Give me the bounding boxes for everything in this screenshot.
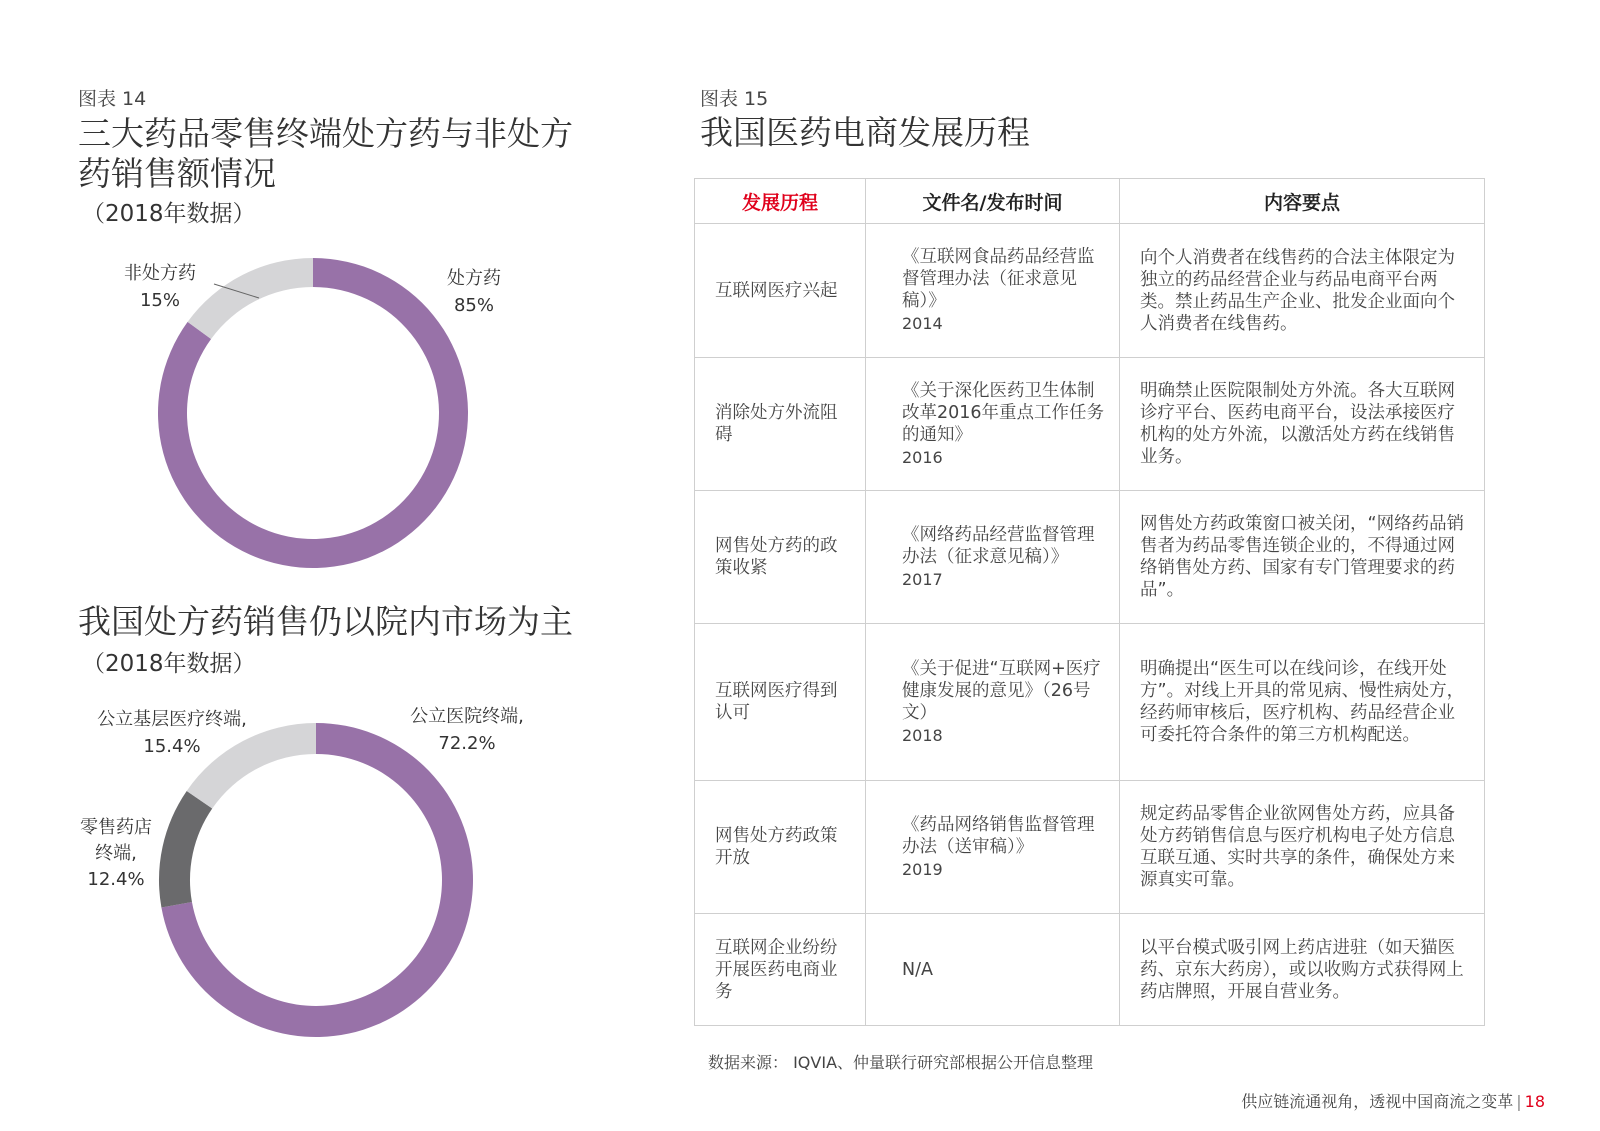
table-row	[695, 624, 1485, 781]
donut-charts	[0, 0, 640, 1131]
doc-name: 《关于深化医药卫生体制改革2016年重点工作任务的通知》	[902, 380, 1105, 445]
slice-value-rx: 85%	[453, 295, 494, 316]
cell-content: 明确提出“医生可以在线问诊，在线开处方”。对线上开具的常见病、慢性病处方，经药师审核后，医疗机构、药品经营企业可委托符合条件的第三方机构配送。	[1120, 624, 1485, 781]
slice-label-otc	[108, 260, 212, 314]
doc-name: 《关于促进“互联网+医疗健康发展的意见》（26号文）	[902, 658, 1101, 723]
slice-name-retail-pharmacy	[73, 815, 159, 867]
slice-name-rx: 处方药	[447, 268, 501, 289]
doc-name: 《药品网络销售监督管理办法（送审稿）》	[902, 814, 1095, 857]
timeline-table	[694, 178, 1484, 1026]
cell-content: 以平台模式吸引网上药店进驻（如天猫医药、京东大药房），或以收购方式获得网上药店牌照，开展自营业务。	[1120, 914, 1485, 1026]
header-stage: 发展历程	[695, 179, 866, 224]
table-row	[695, 224, 1485, 358]
cell-document	[866, 224, 1120, 358]
cell-stage: 互联网医疗得到认可	[695, 624, 866, 781]
cell-stage: 互联网医疗兴起	[695, 224, 866, 358]
cell-stage: 网售处方药政策开放	[695, 781, 866, 914]
doc-name: 《互联网食品药品经营监督管理办法（征求意见稿）》	[902, 247, 1095, 311]
doc-year: 2018	[902, 725, 943, 745]
table-row	[695, 358, 1485, 491]
figure-14b-title: 我国处方药销售仍以院内市场为主	[78, 602, 573, 641]
table-row	[695, 781, 1485, 914]
slice-name-primary-care: 公立基层医疗终端,	[97, 709, 247, 730]
figure-14-subtitle: （2018年数据）	[82, 201, 256, 227]
cell-document	[866, 781, 1120, 914]
timeline-table-grid	[694, 178, 1485, 1026]
cell-stage: 网售处方药的政策收紧	[695, 491, 866, 624]
slice-value-retail-pharmacy: 12.4%	[87, 869, 145, 890]
figure-14-title-line2: 药销售额情况	[78, 154, 276, 193]
cell-stage: 消除处方外流阻碍	[695, 358, 866, 491]
cell-content: 规定药品零售企业欲网售处方药，应具备处方药销售信息与医疗机构电子处方信息互联互通、实时共享的条件，确保处方来源真实可靠。	[1120, 781, 1485, 914]
cell-document	[866, 624, 1120, 781]
data-source-note: 数据来源： IQVIA、仲量联行研究部根据公开信息整理	[708, 1053, 1094, 1072]
doc-name: N/A	[902, 959, 933, 980]
footer-separator: |	[1516, 1092, 1522, 1111]
slice-label-primary-care	[82, 706, 262, 760]
doc-name: 《网络药品经营监督管理办法（征求意见稿）》	[902, 524, 1095, 567]
table-header-row	[695, 179, 1485, 224]
doc-year: 2016	[902, 447, 943, 467]
doc-year: 2019	[902, 859, 943, 879]
page-footer	[1241, 1089, 1545, 1112]
figure-14-label: 图表 14	[78, 88, 147, 110]
slice-label-retail-pharmacy	[66, 815, 166, 893]
cell-document	[866, 491, 1120, 624]
table-row	[695, 491, 1485, 624]
donut-chart-rx-terminals	[159, 723, 473, 1037]
table-row	[695, 914, 1485, 1026]
figure-14-title-line1: 三大药品零售终端处方药与非处方	[78, 114, 573, 153]
footer-text: 供应链流通视角，透视中国商流之变革	[1241, 1092, 1514, 1111]
slice-label-public-hospital	[392, 703, 542, 757]
cell-document	[866, 914, 1120, 1026]
doc-year: 2014	[902, 314, 943, 333]
slice-value-otc: 15%	[139, 290, 180, 311]
cell-content: 网售处方药政策窗口被关闭，“网络药品销售者为药品零售连锁企业的，不得通过网络销售处方药、国家有专门管理要求的药品”。	[1120, 491, 1485, 624]
slice-value-primary-care: 15.4%	[143, 736, 201, 757]
header-content: 内容要点	[1120, 179, 1485, 224]
cell-content: 明确禁止医院限制处方外流。各大互联网诊疗平台、医药电商平台，设法承接医疗机构的处方外流，以激活处方药在线销售业务。	[1120, 358, 1485, 491]
cell-document	[866, 358, 1120, 491]
cell-stage: 互联网企业纷纷开展医药电商业务	[695, 914, 866, 1026]
header-document: 文件名/发布时间	[866, 179, 1120, 224]
doc-year: 2017	[902, 569, 943, 589]
donut-slice-1	[159, 791, 212, 908]
figure-14b-subtitle: （2018年数据）	[82, 651, 256, 677]
cell-content: 向个人消费者在线售药的合法主体限定为独立的药品经营企业与药品电商平台两类。禁止药品生产企业、批发企业面向个人消费者在线售药。	[1120, 224, 1485, 358]
slice-name-public-hospital: 公立医院终端,	[410, 706, 524, 727]
figure-15-label: 图表 15	[700, 88, 769, 110]
figure-15-title: 我国医药电商发展历程	[700, 113, 1030, 152]
page-number: 18	[1524, 1092, 1545, 1111]
slice-value-public-hospital: 72.2%	[438, 733, 496, 754]
slice-label-rx	[434, 265, 514, 319]
slice-name-otc: 非处方药	[124, 263, 196, 284]
slice-name-retail-pharmacy-text: 零售药店终端,	[80, 817, 152, 864]
